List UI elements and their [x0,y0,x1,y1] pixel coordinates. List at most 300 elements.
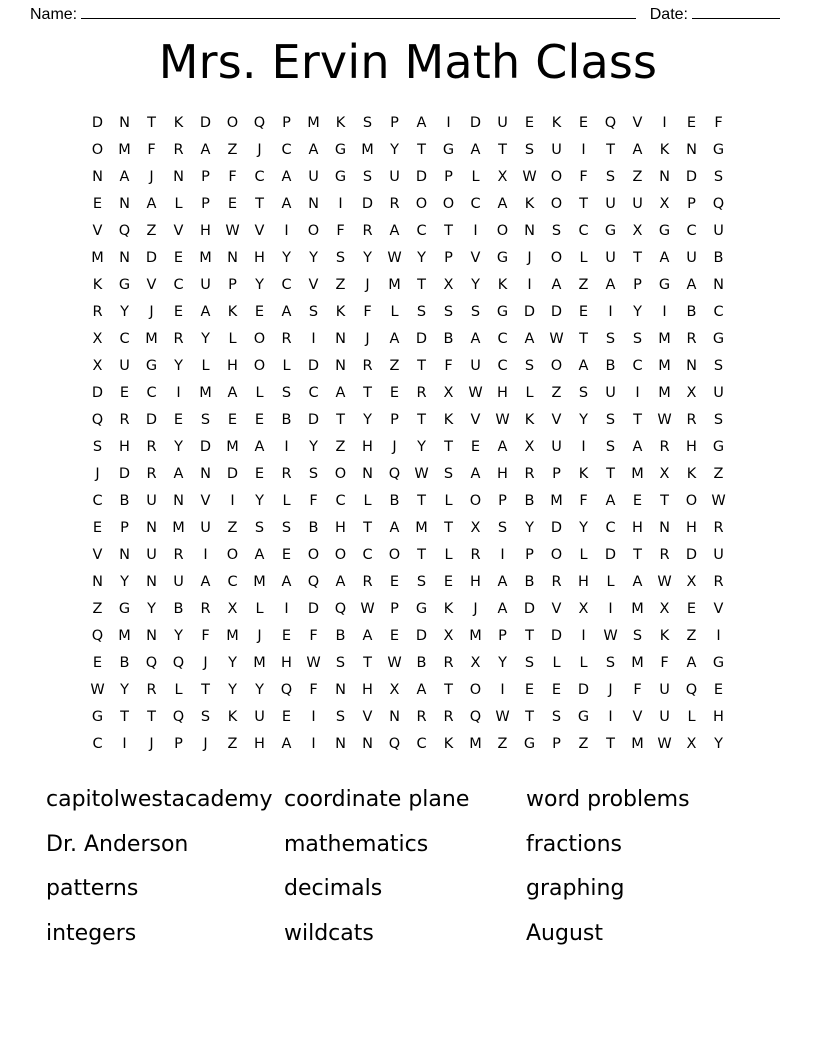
grid-cell[interactable]: D [415,331,428,347]
grid-cell[interactable]: N [227,250,238,266]
grid-cell[interactable]: A [389,223,400,239]
grid-cell[interactable]: U [605,385,616,401]
grid-cell[interactable]: E [470,439,481,455]
grid-cell[interactable]: T [606,736,615,752]
grid-cell[interactable]: D [469,115,482,131]
grid-cell[interactable]: R [281,331,292,347]
grid-cell[interactable]: L [552,655,561,671]
grid-cell[interactable]: H [497,466,508,482]
grid-cell[interactable]: F [363,304,372,320]
grid-cell[interactable]: D [577,682,590,698]
word-list-item[interactable]: mathematics [284,831,429,857]
grid-cell[interactable]: H [686,520,697,536]
grid-cell[interactable]: L [282,493,291,509]
grid-cell[interactable]: G [496,250,509,266]
grid-cell[interactable]: Z [335,439,346,455]
grid-cell[interactable]: D [199,115,212,131]
grid-cell[interactable]: J [473,601,478,617]
grid-cell[interactable]: T [606,466,615,482]
grid-cell[interactable]: M [631,601,644,617]
grid-cell[interactable]: P [201,196,210,212]
grid-cell[interactable]: Y [309,250,318,266]
grid-cell[interactable]: P [444,169,453,185]
grid-cell[interactable]: V [92,223,103,239]
grid-cell[interactable]: X [443,385,454,401]
grid-cell[interactable]: U [119,358,130,374]
grid-cell[interactable]: Y [174,439,183,455]
word-list-item[interactable]: Dr. Anderson [46,831,189,857]
grid-cell[interactable]: B [308,520,319,536]
grid-cell[interactable]: Y [255,277,264,293]
grid-cell[interactable]: R [173,331,184,347]
grid-cell[interactable]: E [578,115,589,131]
grid-cell[interactable]: I [230,493,235,509]
grid-cell[interactable]: J [257,628,262,644]
grid-cell[interactable]: Y [174,358,183,374]
grid-cell[interactable]: K [551,115,562,131]
grid-cell[interactable]: P [282,115,291,131]
word-list-item[interactable]: fractions [526,831,622,857]
grid-cell[interactable]: C [578,223,589,239]
grid-cell[interactable]: B [173,601,184,617]
grid-cell[interactable]: A [281,304,292,320]
grid-cell[interactable]: L [606,574,615,590]
grid-cell[interactable]: S [632,331,643,347]
grid-cell[interactable]: I [311,736,316,752]
grid-cell[interactable]: N [200,466,211,482]
grid-cell[interactable]: F [228,169,237,185]
grid-cell[interactable]: S [551,223,562,239]
grid-cell[interactable]: G [118,601,131,617]
grid-cell[interactable]: Q [172,709,185,725]
grid-cell[interactable]: S [578,385,589,401]
grid-cell[interactable]: L [444,493,453,509]
grid-cell[interactable]: P [228,277,237,293]
grid-cell[interactable]: S [713,169,724,185]
grid-cell[interactable]: M [658,385,671,401]
grid-cell[interactable]: T [444,682,453,698]
grid-cell[interactable]: R [551,574,562,590]
grid-cell[interactable]: E [389,628,400,644]
grid-cell[interactable]: R [443,709,454,725]
grid-cell[interactable]: R [362,223,373,239]
grid-cell[interactable]: L [579,655,588,671]
grid-cell[interactable]: A [497,601,508,617]
grid-cell[interactable]: P [174,736,183,752]
grid-cell[interactable]: I [284,601,289,617]
word-list-item[interactable]: August [526,920,603,946]
grid-cell[interactable]: N [92,574,103,590]
grid-cell[interactable]: Z [92,601,103,617]
grid-cell[interactable]: L [201,358,210,374]
grid-cell[interactable]: A [524,331,535,347]
grid-cell[interactable]: P [552,466,561,482]
grid-cell[interactable]: E [578,304,589,320]
grid-cell[interactable]: B [119,493,130,509]
grid-cell[interactable]: A [416,682,427,698]
grid-cell[interactable]: X [227,601,238,617]
grid-cell[interactable]: E [173,250,184,266]
grid-cell[interactable]: X [389,682,400,698]
grid-cell[interactable]: R [362,358,373,374]
grid-cell[interactable]: V [470,412,481,428]
word-list-item[interactable]: graphing [526,876,625,901]
grid-cell[interactable]: D [550,520,563,536]
grid-cell[interactable]: R [659,439,670,455]
grid-cell[interactable]: G [712,331,725,347]
grid-cell[interactable]: Q [334,601,347,617]
grid-cell[interactable]: E [227,196,238,212]
grid-cell[interactable]: E [281,547,292,563]
grid-cell[interactable]: M [388,277,401,293]
grid-cell[interactable]: Z [578,277,589,293]
grid-cell[interactable]: N [146,574,157,590]
grid-cell[interactable]: T [417,358,426,374]
grid-cell[interactable]: Z [578,736,589,752]
grid-cell[interactable]: D [415,628,428,644]
grid-cell[interactable]: A [389,520,400,536]
grid-cell[interactable]: D [523,304,536,320]
grid-cell[interactable]: S [605,331,616,347]
grid-cell[interactable]: M [118,628,131,644]
grid-cell[interactable]: O [415,196,428,212]
grid-cell[interactable]: S [632,628,643,644]
grid-cell[interactable]: W [306,655,321,671]
grid-cell[interactable]: R [146,439,157,455]
grid-cell[interactable]: E [254,412,265,428]
grid-cell[interactable]: N [119,115,130,131]
grid-cell[interactable]: G [118,277,131,293]
grid-cell[interactable]: W [468,385,483,401]
grid-cell[interactable]: W [657,412,672,428]
grid-cell[interactable]: A [497,574,508,590]
grid-cell[interactable]: O [334,547,347,563]
grid-cell[interactable]: W [360,601,375,617]
grid-cell[interactable]: H [254,250,265,266]
grid-cell[interactable]: W [414,466,429,482]
grid-cell[interactable]: Y [579,520,588,536]
grid-cell[interactable]: K [443,412,454,428]
grid-cell[interactable]: G [415,601,428,617]
grid-cell[interactable]: A [146,196,157,212]
grid-cell[interactable]: C [227,574,238,590]
grid-cell[interactable]: E [92,655,103,671]
grid-cell[interactable]: T [363,385,372,401]
grid-cell[interactable]: G [145,358,158,374]
grid-cell[interactable]: F [579,493,588,509]
grid-cell[interactable]: U [470,358,481,374]
grid-cell[interactable]: P [120,520,129,536]
grid-cell[interactable]: T [417,142,426,158]
grid-cell[interactable]: N [308,196,319,212]
grid-cell[interactable]: O [496,223,509,239]
grid-cell[interactable]: U [686,250,697,266]
grid-cell[interactable]: J [392,439,397,455]
grid-cell[interactable]: Q [685,682,698,698]
grid-cell[interactable]: Y [417,250,426,266]
grid-cell[interactable]: X [659,196,670,212]
grid-cell[interactable]: Y [120,304,129,320]
grid-cell[interactable]: G [334,169,347,185]
grid-cell[interactable]: N [119,547,130,563]
grid-cell[interactable]: T [417,547,426,563]
grid-cell[interactable]: L [579,547,588,563]
grid-cell[interactable]: L [255,385,264,401]
grid-cell[interactable]: I [500,682,505,698]
grid-cell[interactable]: F [309,493,318,509]
grid-cell[interactable]: Q [469,709,482,725]
grid-cell[interactable]: O [253,358,266,374]
grid-cell[interactable]: V [713,601,724,617]
grid-cell[interactable]: C [362,547,373,563]
grid-cell[interactable]: K [227,709,238,725]
grid-cell[interactable]: C [308,385,319,401]
grid-cell[interactable]: A [686,277,697,293]
grid-cell[interactable]: M [658,331,671,347]
grid-cell[interactable]: H [119,439,130,455]
grid-cell[interactable]: G [496,304,509,320]
grid-cell[interactable]: T [417,493,426,509]
grid-cell[interactable]: C [281,142,292,158]
grid-cell[interactable]: C [497,358,508,374]
grid-cell[interactable]: C [119,331,130,347]
grid-cell[interactable]: O [442,196,455,212]
grid-cell[interactable]: X [443,628,454,644]
grid-cell[interactable]: G [658,223,671,239]
grid-cell[interactable]: Q [253,115,266,131]
grid-cell[interactable]: O [469,682,482,698]
grid-cell[interactable]: X [686,574,697,590]
word-list-item[interactable]: wildcats [284,920,374,946]
grid-cell[interactable]: I [176,385,181,401]
grid-cell[interactable]: X [524,439,535,455]
grid-cell[interactable]: T [660,493,669,509]
grid-cell[interactable]: G [712,142,725,158]
grid-cell[interactable]: Q [280,682,293,698]
grid-cell[interactable]: B [416,655,427,671]
grid-cell[interactable]: I [662,304,667,320]
grid-cell[interactable]: H [362,682,373,698]
grid-cell[interactable]: R [416,385,427,401]
grid-cell[interactable]: F [201,628,210,644]
grid-cell[interactable]: S [713,412,724,428]
grid-cell[interactable]: O [307,547,320,563]
grid-cell[interactable]: E [281,628,292,644]
grid-cell[interactable]: F [309,682,318,698]
grid-cell[interactable]: M [361,142,374,158]
grid-cell[interactable]: Q [388,466,401,482]
grid-cell[interactable]: P [552,736,561,752]
grid-cell[interactable]: Z [686,628,697,644]
grid-cell[interactable]: E [632,493,643,509]
grid-cell[interactable]: I [500,547,505,563]
grid-cell[interactable]: Q [172,655,185,671]
grid-cell[interactable]: J [149,736,154,752]
grid-cell[interactable]: U [146,547,157,563]
grid-cell[interactable]: S [605,169,616,185]
grid-cell[interactable]: A [281,169,292,185]
grid-cell[interactable]: T [120,709,129,725]
grid-cell[interactable]: S [281,520,292,536]
grid-cell[interactable]: V [146,277,157,293]
grid-cell[interactable]: F [147,142,156,158]
grid-cell[interactable]: U [173,574,184,590]
grid-cell[interactable]: H [200,223,211,239]
grid-cell[interactable]: K [659,628,670,644]
grid-cell[interactable]: Y [363,412,372,428]
grid-cell[interactable]: A [470,142,481,158]
grid-cell[interactable]: Z [497,736,508,752]
grid-cell[interactable]: T [606,142,615,158]
grid-cell[interactable]: I [635,385,640,401]
grid-cell[interactable]: O [226,115,239,131]
grid-cell[interactable]: S [524,358,535,374]
grid-cell[interactable]: H [713,709,724,725]
grid-cell[interactable]: H [686,439,697,455]
grid-cell[interactable]: S [335,655,346,671]
grid-cell[interactable]: R [173,547,184,563]
grid-cell[interactable]: P [390,115,399,131]
grid-cell[interactable]: I [608,709,613,725]
grid-cell[interactable]: W [522,169,537,185]
grid-cell[interactable]: R [686,412,697,428]
grid-cell[interactable]: A [362,628,373,644]
grid-cell[interactable]: K [686,466,697,482]
grid-cell[interactable]: U [713,385,724,401]
grid-cell[interactable]: E [686,601,697,617]
grid-cell[interactable]: T [417,277,426,293]
grid-cell[interactable]: X [443,277,454,293]
grid-cell[interactable]: Z [227,736,238,752]
grid-cell[interactable]: O [550,358,563,374]
grid-cell[interactable]: O [550,169,563,185]
grid-cell[interactable]: R [659,547,670,563]
grid-cell[interactable]: K [497,277,508,293]
grid-cell[interactable]: W [657,736,672,752]
grid-cell[interactable]: Q [712,196,725,212]
grid-cell[interactable]: E [281,709,292,725]
grid-cell[interactable]: T [579,331,588,347]
grid-cell[interactable]: O [388,547,401,563]
grid-cell[interactable]: P [498,493,507,509]
grid-cell[interactable]: D [550,628,563,644]
grid-cell[interactable]: A [281,574,292,590]
grid-cell[interactable]: X [659,466,670,482]
grid-cell[interactable]: Q [91,628,104,644]
grid-cell[interactable]: K [524,196,535,212]
grid-cell[interactable]: R [146,682,157,698]
grid-cell[interactable]: M [631,655,644,671]
grid-cell[interactable]: K [524,412,535,428]
grid-cell[interactable]: M [469,628,482,644]
grid-cell[interactable]: S [443,304,454,320]
grid-cell[interactable]: J [95,466,100,482]
grid-cell[interactable]: Z [389,358,400,374]
grid-cell[interactable]: V [551,412,562,428]
grid-cell[interactable]: N [659,520,670,536]
grid-cell[interactable]: P [390,601,399,617]
grid-cell[interactable]: N [362,466,373,482]
grid-cell[interactable]: E [389,385,400,401]
grid-cell[interactable]: E [713,682,724,698]
grid-cell[interactable]: N [173,169,184,185]
grid-cell[interactable]: V [632,709,643,725]
grid-cell[interactable]: D [91,115,104,131]
grid-cell[interactable]: Q [145,655,158,671]
grid-cell[interactable]: U [713,547,724,563]
grid-cell[interactable]: Y [255,682,264,698]
grid-cell[interactable]: O [91,142,104,158]
grid-cell[interactable]: P [687,196,696,212]
grid-cell[interactable]: U [632,196,643,212]
grid-cell[interactable]: C [605,520,616,536]
grid-cell[interactable]: M [631,736,644,752]
grid-cell[interactable]: Y [147,601,156,617]
grid-cell[interactable]: M [172,520,185,536]
grid-cell[interactable]: K [659,142,670,158]
word-list-item[interactable]: decimals [284,876,383,901]
grid-cell[interactable]: A [389,331,400,347]
grid-cell[interactable]: V [254,223,265,239]
grid-cell[interactable]: A [605,493,616,509]
grid-cell[interactable]: V [200,493,211,509]
grid-cell[interactable]: X [470,520,481,536]
grid-cell[interactable]: X [659,601,670,617]
grid-cell[interactable]: X [470,655,481,671]
grid-cell[interactable]: G [577,709,590,725]
grid-cell[interactable]: A [497,439,508,455]
grid-cell[interactable]: S [524,655,535,671]
grid-cell[interactable]: A [632,574,643,590]
grid-cell[interactable]: M [307,115,320,131]
grid-cell[interactable]: Y [228,682,237,698]
grid-cell[interactable]: E [92,196,103,212]
grid-cell[interactable]: R [524,466,535,482]
grid-cell[interactable]: Q [307,574,320,590]
grid-cell[interactable]: A [200,142,211,158]
grid-cell[interactable]: D [361,196,374,212]
word-list-item[interactable]: coordinate plane [284,787,470,812]
grid-cell[interactable]: A [659,250,670,266]
grid-cell[interactable]: W [495,412,510,428]
grid-cell[interactable]: I [527,277,532,293]
grid-cell[interactable]: D [145,250,158,266]
grid-cell[interactable]: X [578,601,589,617]
grid-cell[interactable]: E [173,304,184,320]
grid-cell[interactable]: A [416,115,427,131]
grid-cell[interactable]: G [712,439,725,455]
grid-cell[interactable]: Y [714,736,723,752]
grid-cell[interactable]: D [91,385,104,401]
grid-cell[interactable]: P [498,628,507,644]
grid-cell[interactable]: R [173,142,184,158]
grid-cell[interactable]: I [446,115,451,131]
grid-cell[interactable]: S [605,412,616,428]
word-list-item[interactable]: integers [46,920,137,946]
grid-cell[interactable]: T [363,520,372,536]
grid-cell[interactable]: T [147,709,156,725]
grid-cell[interactable]: Y [228,655,237,671]
grid-cell[interactable]: A [632,142,643,158]
grid-cell[interactable]: Y [417,439,426,455]
grid-cell[interactable]: R [443,655,454,671]
grid-cell[interactable]: V [470,250,481,266]
grid-cell[interactable]: R [92,304,103,320]
grid-cell[interactable]: T [444,223,453,239]
grid-cell[interactable]: M [145,331,158,347]
grid-cell[interactable]: D [415,169,428,185]
grid-cell[interactable]: U [308,169,319,185]
